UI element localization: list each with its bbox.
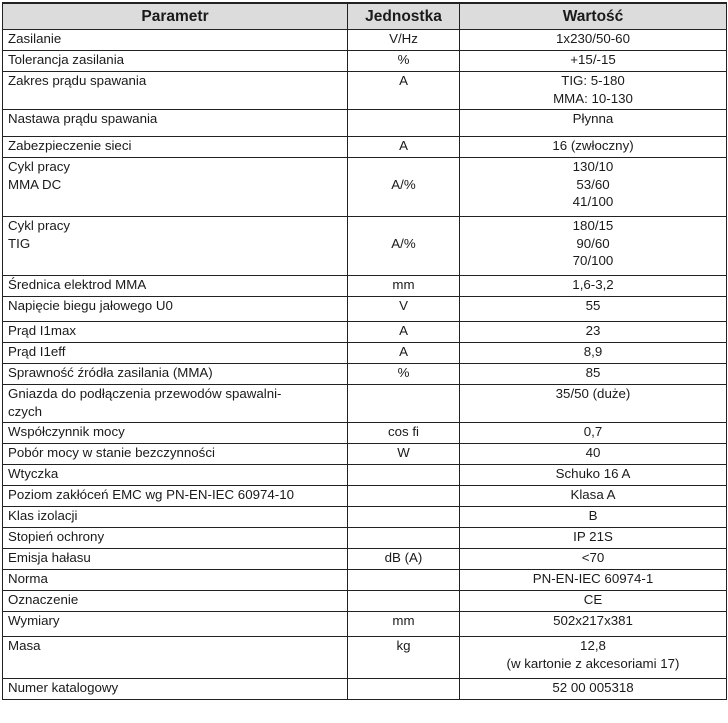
unit-cell bbox=[348, 343, 460, 364]
unit-cell-line bbox=[348, 591, 459, 609]
unit-cell bbox=[348, 137, 460, 158]
table-row bbox=[3, 30, 727, 51]
value-cell bbox=[460, 528, 727, 549]
value-cell bbox=[460, 364, 727, 385]
param-cell bbox=[3, 637, 348, 679]
value-cell bbox=[460, 343, 727, 364]
value-cell bbox=[460, 297, 727, 322]
param-cell bbox=[3, 591, 348, 612]
unit-cell bbox=[348, 679, 460, 700]
spec-table bbox=[2, 2, 727, 700]
unit-cell-line bbox=[348, 385, 459, 403]
unit-cell bbox=[348, 30, 460, 51]
value-cell-line: 55 bbox=[585, 298, 601, 313]
value-cell-line: 502x217x381 bbox=[553, 613, 633, 628]
value-cell-line: 8,9 bbox=[583, 344, 603, 359]
param-cell-line: Zakres prądu spawania bbox=[8, 73, 147, 88]
param-cell bbox=[3, 110, 348, 137]
table-row bbox=[3, 570, 727, 591]
value-cell bbox=[460, 72, 727, 110]
unit-cell-line: A/% bbox=[391, 176, 416, 192]
param-cell bbox=[3, 549, 348, 570]
value-cell-line: 1,6-3,2 bbox=[572, 277, 614, 292]
table-row bbox=[3, 322, 727, 343]
unit-cell-line bbox=[348, 507, 459, 525]
param-cell-line: Prąd I1eff bbox=[8, 344, 66, 359]
unit-cell-line: A/% bbox=[391, 235, 416, 251]
unit-cell bbox=[348, 444, 460, 465]
param-cell-line: Średnica elektrod MMA bbox=[8, 277, 147, 292]
unit-cell-line: cos fi bbox=[387, 424, 420, 439]
param-cell-line: czych bbox=[8, 403, 42, 419]
unit-cell bbox=[348, 423, 460, 444]
value-cell bbox=[460, 51, 727, 72]
param-cell-line: Prąd I1max bbox=[8, 323, 76, 338]
value-cell bbox=[460, 444, 727, 465]
table-row bbox=[3, 72, 727, 110]
value-cell bbox=[460, 486, 727, 507]
param-cell-line: MMA DC bbox=[8, 176, 62, 192]
param-cell-line: TIG bbox=[8, 235, 31, 251]
table-row bbox=[3, 343, 727, 364]
unit-cell-line: A bbox=[399, 138, 408, 153]
table-row bbox=[3, 51, 727, 72]
table-row bbox=[3, 591, 727, 612]
value-cell-line: CE bbox=[583, 592, 603, 607]
param-cell bbox=[3, 297, 348, 322]
value-cell-line: (w kartonie z akcesoriami 17) bbox=[506, 655, 680, 671]
param-cell bbox=[3, 137, 348, 158]
param-cell-line: Oznaczenie bbox=[8, 592, 79, 607]
value-cell-line: 85 bbox=[585, 365, 601, 380]
unit-cell bbox=[348, 158, 460, 217]
param-cell bbox=[3, 507, 348, 528]
param-cell-line: Zasilanie bbox=[8, 31, 62, 46]
param-cell bbox=[3, 72, 348, 110]
unit-cell bbox=[348, 591, 460, 612]
param-cell bbox=[3, 343, 348, 364]
value-cell-line: 23 bbox=[585, 323, 601, 338]
value-cell-line: IP 21S bbox=[573, 529, 613, 544]
unit-cell bbox=[348, 549, 460, 570]
unit-cell-line: dB (A) bbox=[384, 550, 423, 565]
value-cell-line: Klasa A bbox=[570, 487, 616, 502]
value-cell bbox=[460, 158, 727, 217]
unit-cell-line: mm bbox=[392, 277, 415, 292]
param-cell-line: Norma bbox=[8, 571, 48, 586]
unit-cell-line: V bbox=[399, 298, 408, 313]
unit-cell bbox=[348, 276, 460, 297]
value-cell-line: 41/100 bbox=[572, 194, 614, 210]
unit-cell bbox=[348, 612, 460, 637]
unit-cell-line: V/Hz bbox=[389, 31, 418, 46]
unit-cell-line: W bbox=[397, 445, 410, 460]
value-cell-line: 70/100 bbox=[572, 253, 614, 269]
param-cell-line: Wymiary bbox=[8, 613, 60, 628]
table-row bbox=[3, 364, 727, 385]
param-cell bbox=[3, 385, 348, 423]
param-cell bbox=[3, 364, 348, 385]
value-cell bbox=[460, 591, 727, 612]
unit-cell-line bbox=[348, 158, 459, 176]
param-cell bbox=[3, 51, 348, 72]
unit-cell bbox=[348, 528, 460, 549]
value-cell-line: B bbox=[588, 508, 598, 523]
param-cell bbox=[3, 217, 348, 276]
unit-cell bbox=[348, 72, 460, 110]
value-cell bbox=[460, 276, 727, 297]
param-cell-line: Pobór mocy w stanie bezczynności bbox=[8, 445, 215, 460]
unit-cell bbox=[348, 297, 460, 322]
param-cell-line: Sprawność źródła zasilania (MMA) bbox=[8, 365, 213, 380]
unit-cell bbox=[348, 637, 460, 679]
value-cell-line: 0,7 bbox=[583, 424, 603, 439]
unit-cell bbox=[348, 51, 460, 72]
value-cell-line: Płynna bbox=[572, 111, 614, 126]
unit-cell-line: A bbox=[399, 323, 408, 338]
unit-cell-line bbox=[348, 570, 459, 588]
value-cell bbox=[460, 423, 727, 444]
param-cell-line: Masa bbox=[8, 638, 41, 653]
param-cell bbox=[3, 30, 348, 51]
param-cell bbox=[3, 679, 348, 700]
value-cell-line: 16 (zwłoczny) bbox=[552, 138, 634, 153]
unit-cell-line: mm bbox=[392, 613, 415, 628]
param-cell-line: Nastawa prądu spawania bbox=[8, 111, 158, 126]
value-cell-line: 90/60 bbox=[576, 235, 610, 251]
unit-cell-line: A bbox=[399, 344, 408, 359]
param-cell-line: Napięcie biegu jałowego U0 bbox=[8, 298, 173, 313]
unit-cell bbox=[348, 322, 460, 343]
table-row bbox=[3, 423, 727, 444]
header-parametr: Parametr bbox=[3, 3, 348, 30]
param-cell-line: Współczynnik mocy bbox=[8, 424, 125, 439]
value-cell-line: MMA: 10-130 bbox=[553, 90, 633, 106]
param-cell-line: Poziom zakłóceń EMC wg PN-EN-IEC 60974-10 bbox=[8, 487, 294, 502]
param-cell bbox=[3, 158, 348, 217]
value-cell-line: PN-EN-IEC 60974-1 bbox=[532, 571, 654, 586]
unit-cell-line bbox=[348, 679, 459, 697]
unit-cell-line bbox=[348, 486, 459, 504]
table-row bbox=[3, 158, 727, 217]
table-row bbox=[3, 679, 727, 700]
param-cell bbox=[3, 465, 348, 486]
value-cell-line: 1x230/50-60 bbox=[556, 31, 630, 46]
table-row bbox=[3, 637, 727, 679]
param-cell bbox=[3, 486, 348, 507]
param-cell bbox=[3, 322, 348, 343]
param-cell-line: Cykl pracy bbox=[8, 218, 71, 233]
value-cell-line: 52 00 005318 bbox=[552, 680, 634, 695]
param-cell-line: Stopień ochrony bbox=[8, 529, 105, 544]
table-row bbox=[3, 276, 727, 297]
unit-cell-line bbox=[348, 110, 459, 128]
value-cell-line: +15/-15 bbox=[570, 52, 616, 67]
value-cell-line: 180/15 bbox=[572, 218, 614, 233]
value-cell bbox=[460, 137, 727, 158]
table-row bbox=[3, 444, 727, 465]
table-row bbox=[3, 297, 727, 322]
unit-cell bbox=[348, 110, 460, 137]
param-cell-line: Tolerancja zasilania bbox=[8, 52, 125, 67]
table-row bbox=[3, 612, 727, 637]
value-cell bbox=[460, 549, 727, 570]
header-wartosc: Wartość bbox=[460, 3, 727, 30]
param-cell bbox=[3, 528, 348, 549]
unit-cell-line bbox=[348, 528, 459, 546]
value-cell-line: 35/50 (duże) bbox=[555, 386, 631, 401]
param-cell bbox=[3, 276, 348, 297]
unit-cell bbox=[348, 364, 460, 385]
param-cell bbox=[3, 612, 348, 637]
value-cell-line: 12,8 bbox=[580, 638, 606, 653]
value-cell-line: 130/10 bbox=[572, 159, 614, 174]
table-row bbox=[3, 137, 727, 158]
value-cell bbox=[460, 570, 727, 591]
table-row bbox=[3, 217, 727, 276]
value-cell bbox=[460, 110, 727, 137]
value-cell bbox=[460, 217, 727, 276]
value-cell bbox=[460, 612, 727, 637]
param-cell-line: Cykl pracy bbox=[8, 159, 71, 174]
value-cell bbox=[460, 679, 727, 700]
unit-cell-line: kg bbox=[396, 638, 411, 653]
value-cell bbox=[460, 507, 727, 528]
value-cell-line: Schuko 16 A bbox=[555, 466, 631, 481]
table-row bbox=[3, 110, 727, 137]
param-cell-line: Gniazda do podłączenia przewodów spawalni- bbox=[8, 386, 282, 401]
param-cell bbox=[3, 570, 348, 591]
table-row bbox=[3, 549, 727, 570]
value-cell-line: 40 bbox=[585, 445, 601, 460]
table-row bbox=[3, 486, 727, 507]
table-row bbox=[3, 528, 727, 549]
param-cell-line: Klas izolacji bbox=[8, 508, 78, 523]
unit-cell bbox=[348, 385, 460, 423]
param-cell-line: Numer katalogowy bbox=[8, 680, 119, 695]
value-cell bbox=[460, 322, 727, 343]
header-jednostka: Jednostka bbox=[348, 3, 460, 30]
unit-cell bbox=[348, 486, 460, 507]
unit-cell bbox=[348, 217, 460, 276]
header-row bbox=[3, 3, 727, 30]
param-cell-line: Wtyczka bbox=[8, 466, 59, 481]
unit-cell-line bbox=[348, 217, 459, 235]
value-cell bbox=[460, 385, 727, 423]
unit-cell-line: % bbox=[397, 365, 410, 380]
table-row bbox=[3, 385, 727, 423]
value-cell bbox=[460, 30, 727, 51]
unit-cell-line: % bbox=[397, 52, 410, 67]
value-cell bbox=[460, 637, 727, 679]
param-cell-line: Emisja hałasu bbox=[8, 550, 91, 565]
table-row bbox=[3, 507, 727, 528]
unit-cell-line: A bbox=[399, 73, 408, 88]
value-cell-line: TIG: 5-180 bbox=[561, 73, 625, 88]
value-cell-line: <70 bbox=[581, 550, 605, 565]
param-cell bbox=[3, 423, 348, 444]
param-cell-line: Zabezpieczenie sieci bbox=[8, 138, 132, 153]
unit-cell-line bbox=[348, 465, 459, 483]
unit-cell bbox=[348, 507, 460, 528]
unit-cell bbox=[348, 570, 460, 591]
table-row bbox=[3, 465, 727, 486]
unit-cell bbox=[348, 465, 460, 486]
value-cell bbox=[460, 465, 727, 486]
param-cell bbox=[3, 444, 348, 465]
value-cell-line: 53/60 bbox=[576, 176, 610, 192]
